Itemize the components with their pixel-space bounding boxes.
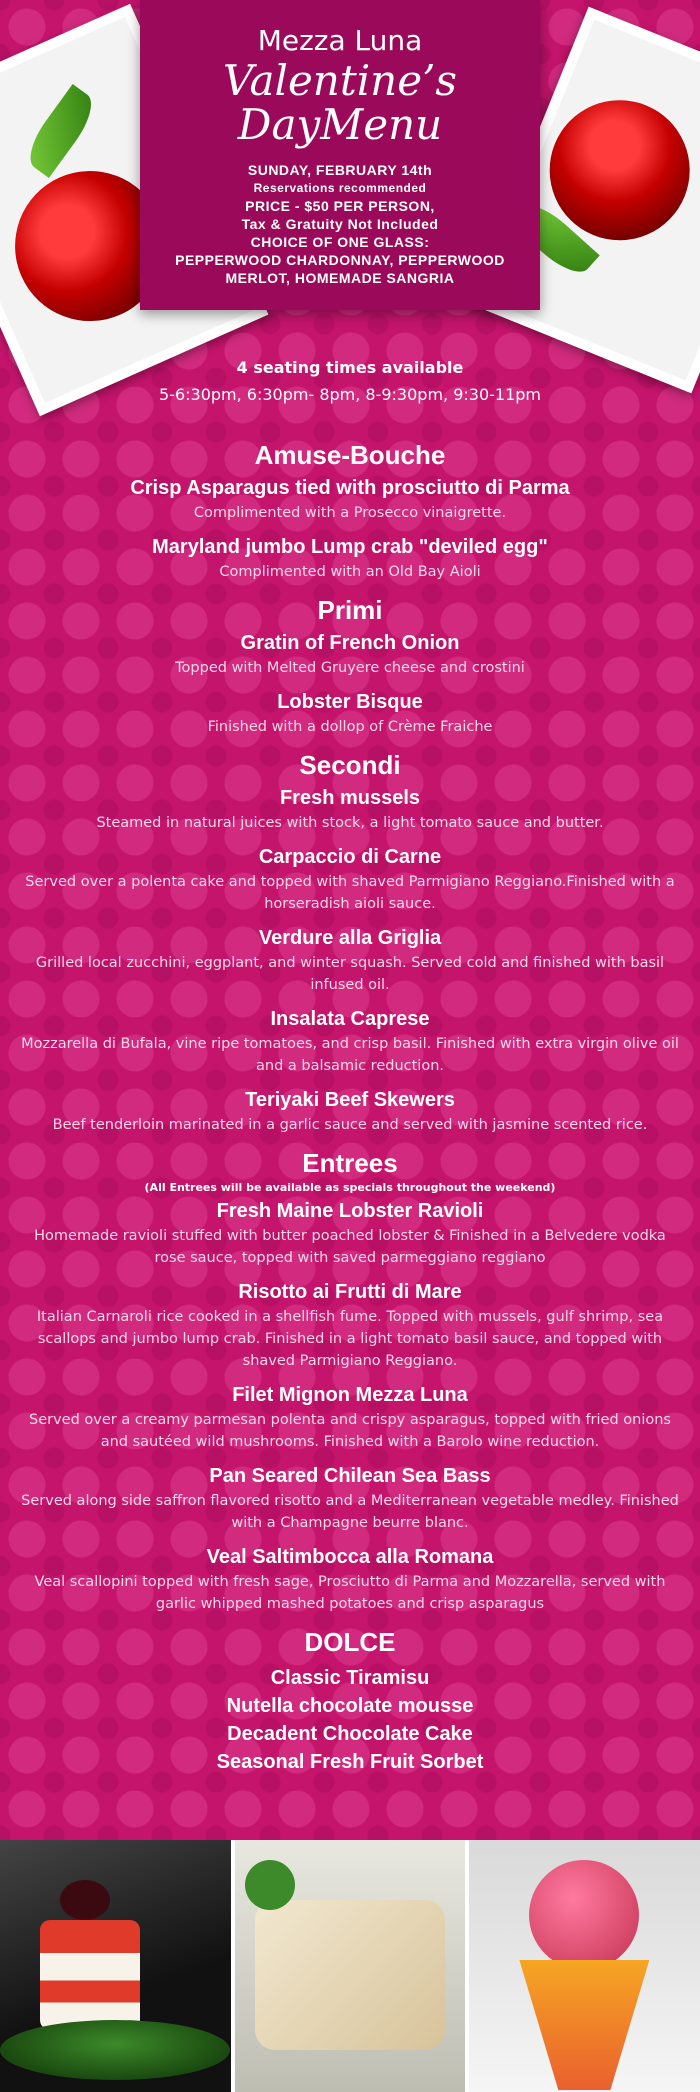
dish-description: Homemade ravioli stuffed with butter poached lobster & Finished in a Belvedere vodka rose sauce, topped with saved parmeggiano reggiano [34, 1228, 666, 1266]
section-title: Entrees [302, 1148, 398, 1178]
event-date: SUNDAY, FEBRUARY 14th [247, 162, 433, 178]
dish-description: Veal scallopini topped with fresh sage, Prosciutto di Parma and Mozzarella, served with garlic whipped mashed potatoes and crisp asparagus [34, 1574, 666, 1612]
section-entrees [0, 1148, 700, 1615]
dish-name: Teriyaki Beef Skewers [245, 1089, 455, 1111]
section-amuse-bouche [0, 440, 700, 583]
section-secondi [0, 750, 700, 1136]
dish-description: Steamed in natural juices with stock, a light tomato sauce and butter. [96, 815, 604, 831]
dish-name: Risotto ai Frutti di Mare [238, 1281, 462, 1303]
tax-note: Tax & Gratuity Not Included [241, 216, 439, 232]
dish-description: Grilled local zucchini, eggplant, and winter squash. Served cold and finished with basil infused oil. [35, 955, 665, 993]
olive-icon [60, 1880, 110, 1920]
dish-description: Complimented with a Prosecco vinaigrette. [193, 505, 507, 521]
dish-name: Fresh mussels [279, 787, 421, 809]
fruit-cup-icon [519, 1960, 649, 2090]
food-photo-strip [0, 1840, 700, 2092]
header-card [140, 0, 540, 310]
reservations-note: Reservations recommended [253, 181, 427, 195]
dish-name: Maryland jumbo Lump crab "deviled egg" [152, 536, 548, 558]
saltimbocca-photo [235, 1840, 466, 2092]
section-title: DOLCE [304, 1627, 396, 1657]
glass-choice: CHOICE OF ONE GLASS: [250, 234, 430, 250]
section-title: Primi [317, 595, 383, 625]
title-line-2: DayMenu [237, 100, 443, 149]
dish-name: Insalata Caprese [270, 1008, 430, 1030]
title-line-1: Valentine’s [223, 56, 457, 105]
section-title: Amuse-Bouche [254, 440, 446, 470]
dish-name: Pan Seared Chilean Sea Bass [209, 1465, 491, 1487]
leaf-icon [20, 84, 102, 178]
section-dolce [0, 1627, 700, 1776]
dish-name: Carpaccio di Carne [258, 846, 442, 868]
broccoli-icon [245, 1860, 295, 1910]
event-info [140, 161, 540, 287]
price: PRICE - $50 PER PERSON, [245, 198, 435, 214]
dish-description: Served over a creamy parmesan polenta and crispy asparagus, topped with fried onions and sautéed wild mushrooms. Finished with a Barolo wine reduction. [28, 1412, 671, 1450]
dessert-item: Decadent Chocolate Cake [227, 1723, 473, 1745]
dish-name: Veal Saltimbocca alla Romana [206, 1546, 494, 1568]
dish-description: Beef tenderloin marinated in a garlic sauce and served with jasmine scented rice. [52, 1117, 648, 1133]
section-title: Secondi [299, 750, 401, 780]
dessert-item: Classic Tiramisu [270, 1667, 430, 1689]
dish-name: Crisp Asparagus tied with prosciutto di Parma [130, 477, 570, 499]
dish-name: Lobster Bisque [277, 691, 423, 713]
seating-label: 4 seating times available [236, 358, 464, 377]
dish-name: Gratin of French Onion [240, 632, 460, 654]
sorbet-scoop-icon [529, 1860, 639, 1970]
brand-name: Mezza Luna [257, 24, 423, 57]
seating-info [0, 358, 700, 404]
dish-description: Served over a polenta cake and topped with shaved Parmigiano Reggiano.Finished with a horseradish aioli sauce. [25, 874, 675, 912]
dish-description: Finished with a dollop of Crème Fraiche [207, 719, 493, 735]
wines-line-2: MERLOT, HOMEMADE SANGRIA [225, 270, 455, 286]
dish-name: Verdure alla Griglia [258, 927, 442, 949]
sorbet-photo [469, 1840, 700, 2092]
dish-description: Mozzarella di Bufala, vine ripe tomatoes, and crisp basil. Finished with extra virgin olive oil and a balsamic reduction. [21, 1036, 679, 1074]
wines-line-1: PEPPERWOOD CHARDONNAY, PEPPERWOOD [175, 252, 505, 268]
veal-icon [255, 1900, 445, 2050]
dish-name: Filet Mignon Mezza Luna [232, 1384, 468, 1406]
dish-description: Served along side saffron flavored risotto and a Mediterranean vegetable medley. Finished with a Champagne beurre blanc. [21, 1493, 679, 1531]
dish-description: Complimented with an Old Bay Aioli [219, 564, 481, 580]
caprese-photo [0, 1840, 231, 2092]
menu [0, 430, 700, 1776]
section-primi [0, 595, 700, 738]
dessert-item: Seasonal Fresh Fruit Sorbet [216, 1751, 484, 1773]
caprese-stack-icon [40, 1920, 140, 2030]
dessert-item: Nutella chocolate mousse [226, 1695, 474, 1717]
entrees-note: (All Entrees will be available as specials throughout the weekend) [144, 1181, 556, 1194]
basil-icon [0, 2020, 230, 2080]
dish-name: Fresh Maine Lobster Ravioli [216, 1200, 484, 1222]
seating-times: 5-6:30pm, 6:30pm- 8pm, 8-9:30pm, 9:30-11pm [158, 385, 542, 404]
dish-description: Italian Carnaroli rice cooked in a shellfish fume. Topped with mussels, gulf shrimp, sea scallops and jumbo lump crab. Finished in a light tomato basil sauce, and topped with shaved Parmigiano Reggiano. [36, 1309, 664, 1369]
dish-description: Topped with Melted Gruyere cheese and crostini [175, 660, 525, 676]
